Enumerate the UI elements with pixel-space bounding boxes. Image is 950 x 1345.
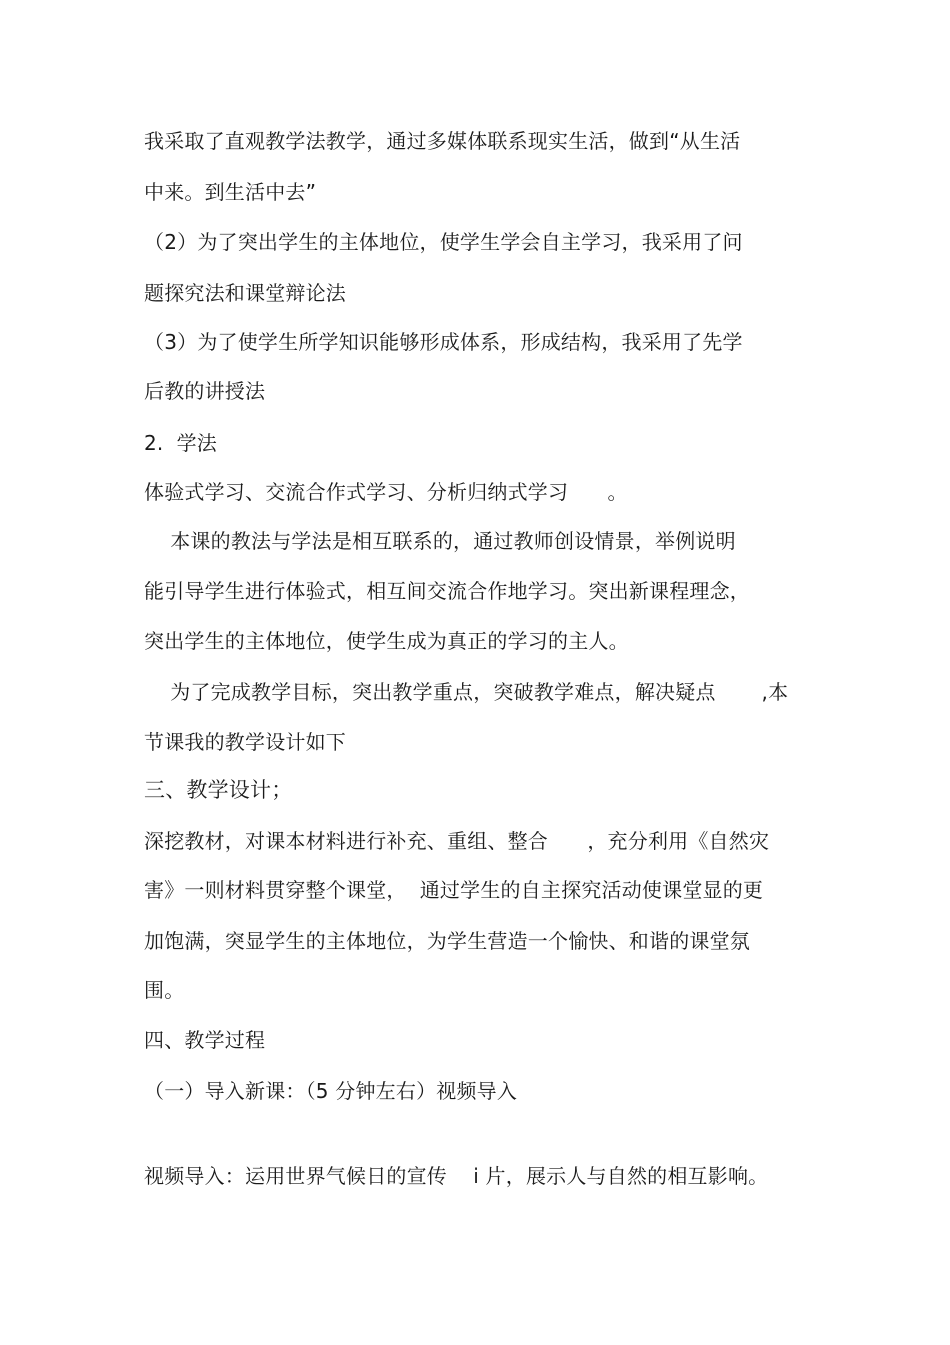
text-line-2: 中来。到生活中去” bbox=[144, 180, 317, 204]
text-line-17: 加饱满，突显学生的主体地位，为学生营造一个愉快、和谐的课堂氛 bbox=[144, 929, 750, 953]
text-line-10: 能引导学生进行体验式，相互间交流合作地学习。突出新课程理念， bbox=[144, 579, 750, 603]
text-line-6: 后教的讲授法 bbox=[144, 379, 266, 403]
text-line-1: 我采取了直观教学法教学，通过多媒体联系现实生活，做到“从生活 bbox=[144, 129, 741, 153]
text-line-11: 突出学生的主体地位，使学生成为真正的学习的主人。 bbox=[144, 629, 629, 653]
text-line-20: （一）导入新课：（5 分钟左右）视频导入 bbox=[144, 1079, 518, 1103]
text-line-21: 视频导入：运用世界气候日的宣传 i 片，展示人与自然的相互影响。 bbox=[144, 1164, 769, 1188]
text-line-3: （2）为了突出学生的主体地位，使学生学会自主学习，我采用了问 bbox=[144, 230, 743, 254]
text-line-5: （3）为了使学生所学知识能够形成体系，形成结构，我采用了先学 bbox=[144, 330, 743, 354]
section-heading-teaching-process: 四、教学过程 bbox=[144, 1028, 266, 1052]
text-line-15: 深挖教材，对课本材料进行补充、重组、整合 ，充分利用《自然灾 bbox=[144, 829, 770, 853]
text-line-9: 本课的教法与学法是相互联系的，通过教师创设情景，举例说明 bbox=[144, 529, 736, 553]
section-heading-study-method: 2. 学法 bbox=[144, 431, 217, 455]
text-line-8: 体验式学习、交流合作式学习、分析归纳式学习 。 bbox=[144, 480, 628, 504]
text-line-4: 题探究法和课堂辩论法 bbox=[144, 281, 346, 305]
text-line-13: 节课我的教学设计如下 bbox=[144, 730, 346, 754]
text-line-16: 害》一则材料贯穿整个课堂， 通过学生的自主探究活动使课堂显的更 bbox=[144, 878, 764, 902]
section-heading-teaching-design: 三、教学设计； bbox=[144, 778, 293, 802]
text-line-18: 围。 bbox=[144, 978, 185, 1002]
text-line-12: 为了完成教学目标，突出教学重点，突破教学难点，解决疑点 ,本 bbox=[144, 680, 789, 704]
